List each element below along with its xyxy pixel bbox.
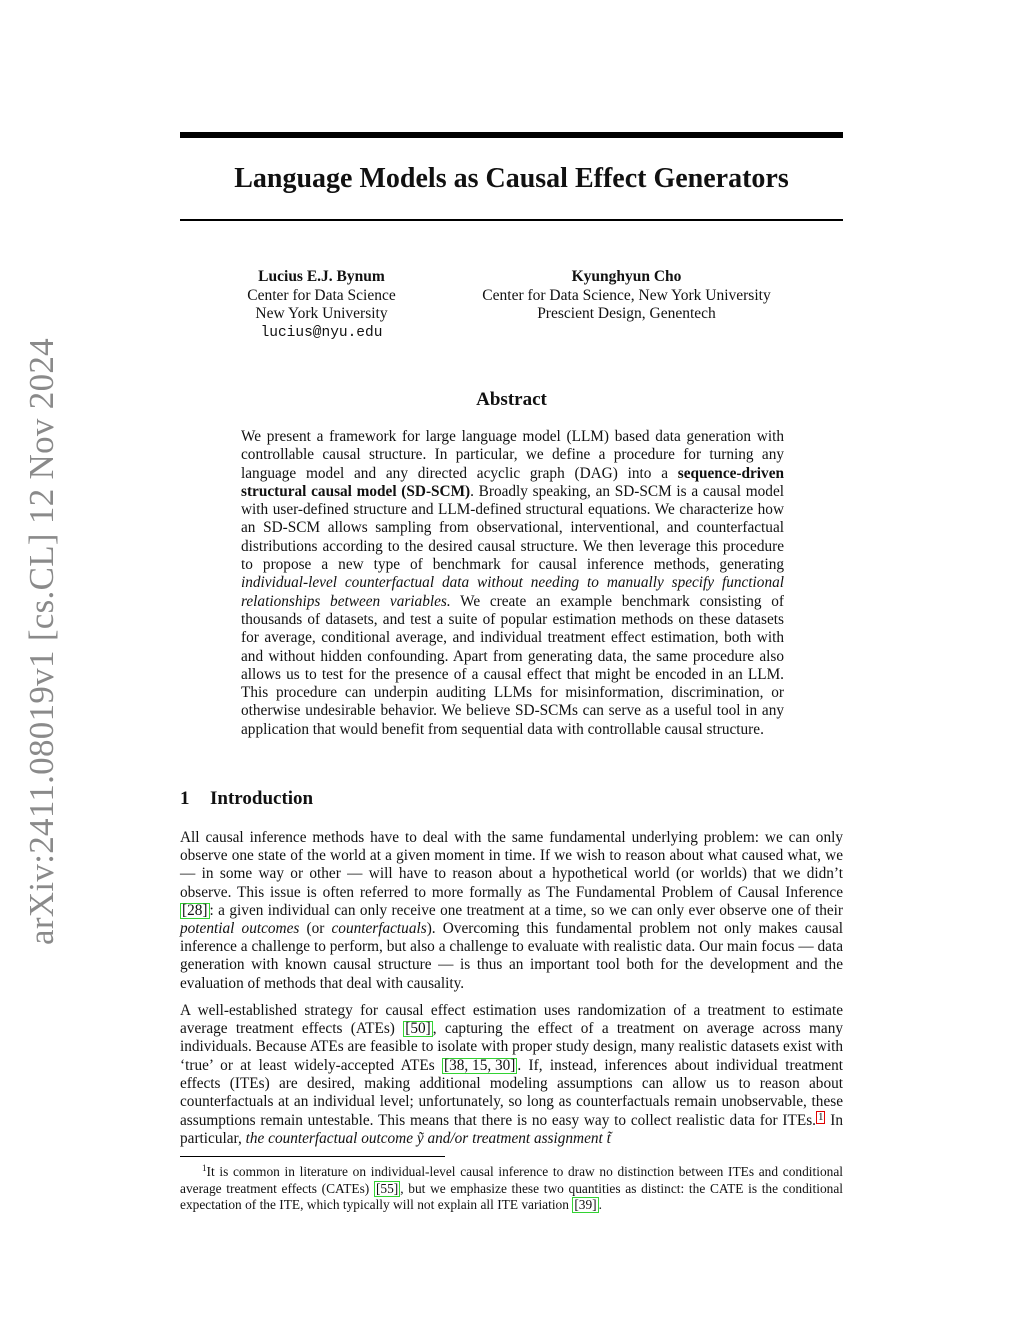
citation-link[interactable]: [50] (405, 1020, 431, 1038)
footnote-rule (180, 1156, 445, 1157)
author-block-2 (455, 268, 798, 324)
author-email[interactable]: lucius@nyu.edu (260, 324, 383, 341)
author-block-1 (230, 268, 413, 342)
title-top-rule (180, 132, 843, 138)
intro-paragraph-2: A well-established strategy for causal effect estimation uses randomization of a treatment to estimate average treatment effects (ATEs) [50] , capturing the effect of a treatment on average across many individuals. Because ATEs are feasible to isolate with proper study design, many realistic datasets exist with ‘true’ or at least widely-accepted ATEs [38, 15, 30] . If, instead, inferences about individual treatment effects (ITEs) are desired, making additional modeling assumptions can allow us to reason about counterfactuals at an individual level; unfortunately, so long as counterfactuals remain unobservable, these assumptions remain untestable. This means that there is no easy way to collect realistic data for ITEs. 1 In particular, the counterfactual outcome ỹ and/or treatment assignment t̃ (180, 1002, 844, 1148)
citation-link[interactable]: [39] (574, 1197, 597, 1213)
footnote-reference[interactable]: 1 (817, 1111, 824, 1124)
author-name: Lucius E.J. Bynum (258, 268, 385, 285)
arxiv-identifier: arXiv:2411.08019v1 [cs.CL] 12 Nov 2024 (22, 338, 61, 945)
author-affiliation: Center for Data Science, New York University (482, 286, 771, 304)
abstract-body: We present a framework for large language model (LLM) based data generation with controllable causal structure. In particular, we define a procedure for turning any language model and any directed acyclic graph (DAG) into a sequence-driven structural causal model (SD-SCM). Broadly speaking, an SD-SCM is a causal model with user-defined structure and LLM-defined structural equations. We characterize how an SD-SCM allows sampling from observational, interventional, and counterfactual distributions according to the desired causal structure. We then leverage this procedure to propose a new type of benchmark for causal inference methods, generating individual-level counterfactual data without needing to manually specify functional relationships between variables. We create an example benchmark consisting of thousands of datasets, and test a suite of popular estimation methods on these datasets for average, conditional average, and individual treatment effect estimation, both with and without hidden confounding. Apart from generating data, the same procedure also allows us to test for the presence of a causal effect that might be encoded in an LLM. This procedure can underpin auditing LLMs for misinformation, discrimination, or otherwise undesirable behavior. We believe SD-SCMs can serve as a useful tool in any application that would benefit from sequential data with controllable causal structure. (241, 428, 784, 738)
title-bottom-rule (180, 219, 843, 221)
author-name: Kyunghyun Cho (571, 268, 682, 285)
citation-link[interactable]: [55] (375, 1180, 399, 1196)
abstract-emphasis: individual-level counterfactual data without needing to manually specify functional relationships between variables. (241, 574, 784, 610)
section-title: Introduction (210, 788, 314, 809)
section-number: 1 (180, 788, 190, 809)
abstract-bold-term: sequence-driven structural causal model (SD-SCM) (241, 464, 784, 500)
citation-link[interactable]: [38, 15, 30] (444, 1056, 516, 1074)
footnote: $^1$It is common in literature on individual-level causal inference to draw no distinction between ITEs and conditional average treatment effects (CATEs) [55] , but we emphasize these two quantities as distinct: the CATE is the conditional expectation of the ITE, which typically will not explain all ITE variation [39] . (180, 1163, 843, 1213)
author-affiliation: Prescient Design, Genentech (537, 305, 716, 322)
author-affiliation: New York University (255, 305, 388, 322)
abstract-heading: Abstract (476, 389, 547, 410)
author-affiliation: Center for Data Science (247, 286, 396, 304)
paper-title: Language Models as Causal Effect Generators (234, 163, 789, 194)
citation-link[interactable]: [28] (182, 901, 208, 919)
section-heading (180, 788, 313, 810)
intro-paragraph-1: All causal inference methods have to deal with the same fundamental underlying problem: we can only observe one state of the world at a given moment in time. If we wish to reason about what caused what, we — in some way or other — will have to reason about a hypothetical world (or worlds) that we didn’t observe. This issue is often referred to more formally as The Fundamental Problem of Causal Inference [28] : a given individual can only receive one treatment at a time, so we can only ever observe one of their potential outcomes (or counterfactuals). Overcoming this fundamental problem not only makes causal inference a challenge to perform, but also a challenge to evaluate with realistic data. Our main focus — data generation with known causal structure — is thus an important tool both for the development and the evaluation of methods that deal with causality. (180, 829, 843, 992)
footnote-mark: 1 (202, 1163, 207, 1173)
